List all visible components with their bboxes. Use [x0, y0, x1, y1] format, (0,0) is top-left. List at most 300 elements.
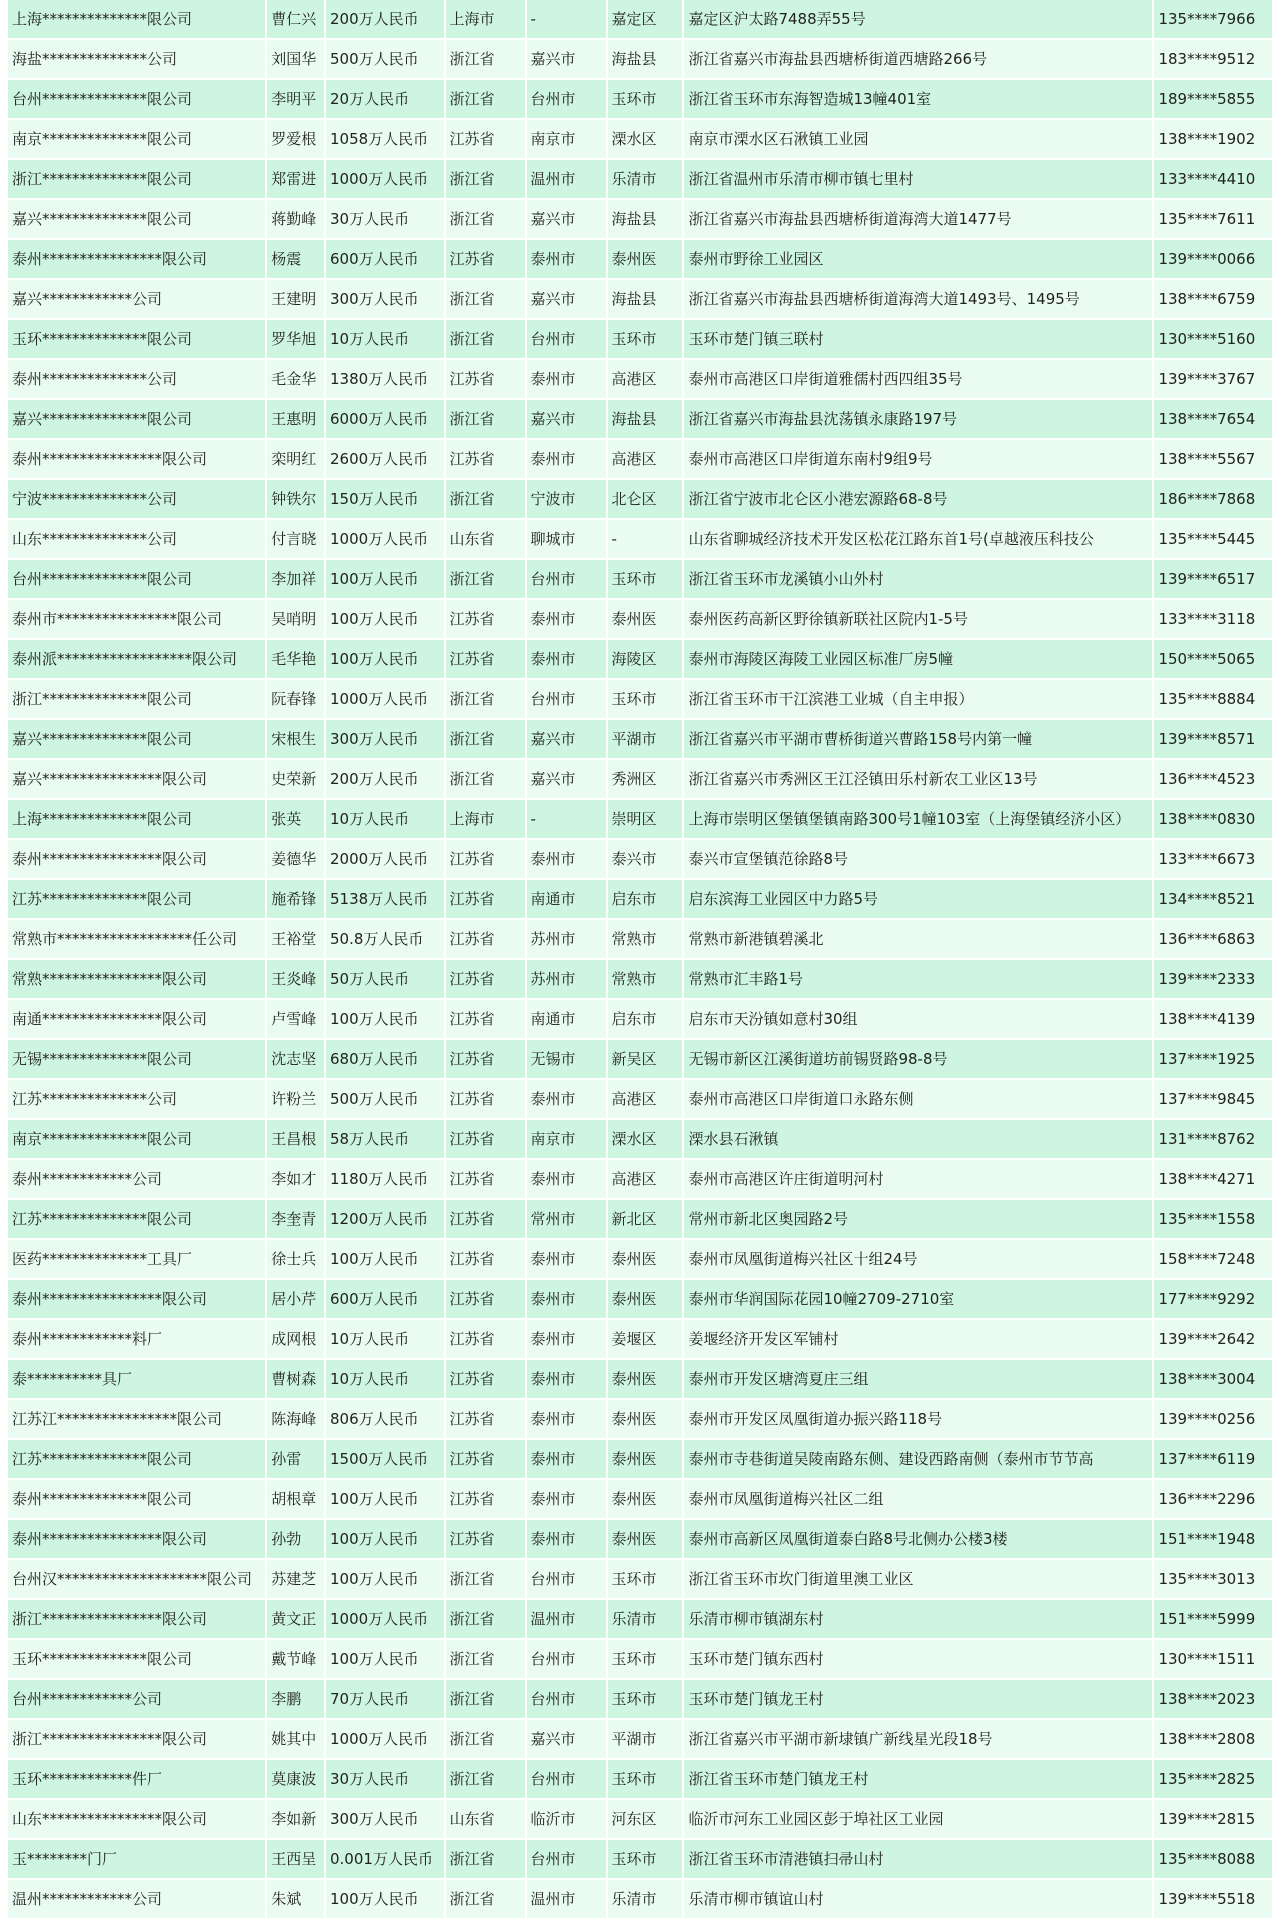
phone-cell: 151****5999 — [1154, 1600, 1272, 1640]
registered-capital-cell: 1180万人民币 — [326, 1160, 444, 1200]
city-cell: 泰州市 — [527, 1320, 606, 1360]
phone-cell: 158****7248 — [1154, 1240, 1272, 1280]
legal-representative-cell: 胡根章 — [267, 1480, 324, 1520]
table-row — [8, 600, 1272, 640]
address-cell: 泰州市高港区口岸街道东南村9组9号 — [684, 440, 1152, 480]
district-cell: 常熟市 — [608, 960, 683, 1000]
phone-cell: 135****7966 — [1154, 0, 1272, 40]
company-name-cell: 常熟****************限公司 — [8, 960, 265, 1000]
table-row — [8, 280, 1272, 320]
company-name-cell: 泰州****************限公司 — [8, 240, 265, 280]
company-name-cell: 泰州****************限公司 — [8, 840, 265, 880]
district-cell: 高港区 — [608, 360, 683, 400]
address-cell: 临沂市河东工业园区彭于埠社区工业园 — [684, 1800, 1152, 1840]
registered-capital-cell: 30万人民币 — [326, 1760, 444, 1800]
phone-cell: 139****2333 — [1154, 960, 1272, 1000]
province-cell: 浙江省 — [446, 320, 525, 360]
legal-representative-cell: 郑雷进 — [267, 160, 324, 200]
registered-capital-cell: 100万人民币 — [326, 1880, 444, 1920]
legal-representative-cell: 李如新 — [267, 1800, 324, 1840]
table-row — [8, 800, 1272, 840]
city-cell: 台州市 — [527, 1760, 606, 1800]
district-cell: 高港区 — [608, 1160, 683, 1200]
table-row — [8, 1400, 1272, 1440]
city-cell: 泰州市 — [527, 840, 606, 880]
address-cell: 泰州市高新区凤凰街道泰白路8号北侧办公楼3楼 — [684, 1520, 1152, 1560]
table-row — [8, 1640, 1272, 1680]
city-cell: 泰州市 — [527, 1240, 606, 1280]
registered-capital-cell: 10万人民币 — [326, 1360, 444, 1400]
table-row — [8, 480, 1272, 520]
address-cell: 浙江省嘉兴市平湖市新埭镇广新线星光段18号 — [684, 1720, 1152, 1760]
address-cell: 泰州市高港区口岸街道雅儒村西四组35号 — [684, 360, 1152, 400]
district-cell: 秀洲区 — [608, 760, 683, 800]
company-name-cell: 泰**********具厂 — [8, 1360, 265, 1400]
address-cell: 启东市天汾镇如意村30组 — [684, 1000, 1152, 1040]
registered-capital-cell: 600万人民币 — [326, 240, 444, 280]
province-cell: 江苏省 — [446, 440, 525, 480]
phone-cell: 138****5567 — [1154, 440, 1272, 480]
company-name-cell: 台州**************限公司 — [8, 560, 265, 600]
district-cell: 玉环市 — [608, 80, 683, 120]
city-cell: 南京市 — [527, 1120, 606, 1160]
city-cell: 嘉兴市 — [527, 400, 606, 440]
city-cell: 台州市 — [527, 320, 606, 360]
registered-capital-cell: 50万人民币 — [326, 960, 444, 1000]
district-cell: 启东市 — [608, 880, 683, 920]
legal-representative-cell: 曹仁兴 — [267, 0, 324, 40]
registered-capital-cell: 1380万人民币 — [326, 360, 444, 400]
phone-cell: 136****4523 — [1154, 760, 1272, 800]
table-row — [8, 200, 1272, 240]
phone-cell: 133****3118 — [1154, 600, 1272, 640]
registered-capital-cell: 10万人民币 — [326, 800, 444, 840]
province-cell: 江苏省 — [446, 840, 525, 880]
address-cell: 姜堰经济开发区军铺村 — [684, 1320, 1152, 1360]
legal-representative-cell: 曹树森 — [267, 1360, 324, 1400]
address-cell: 浙江省玉环市楚门镇龙王村 — [684, 1760, 1152, 1800]
table-row — [8, 760, 1272, 800]
city-cell: 嘉兴市 — [527, 40, 606, 80]
company-name-cell: 嘉兴************公司 — [8, 280, 265, 320]
city-cell: 嘉兴市 — [527, 760, 606, 800]
district-cell: 北仑区 — [608, 480, 683, 520]
district-cell: 玉环市 — [608, 320, 683, 360]
city-cell: 台州市 — [527, 1680, 606, 1720]
district-cell: 海陵区 — [608, 640, 683, 680]
address-cell: 南京市溧水区石湫镇工业园 — [684, 120, 1152, 160]
legal-representative-cell: 居小芹 — [267, 1280, 324, 1320]
city-cell: 泰州市 — [527, 1080, 606, 1120]
phone-cell: 130****5160 — [1154, 320, 1272, 360]
table-row — [8, 960, 1272, 1000]
table-row — [8, 1360, 1272, 1400]
city-cell: 温州市 — [527, 1600, 606, 1640]
province-cell: 江苏省 — [446, 240, 525, 280]
company-name-cell: 浙江**************限公司 — [8, 160, 265, 200]
city-cell: 苏州市 — [527, 920, 606, 960]
address-cell: 泰州市华润国际花园10幢2709-2710室 — [684, 1280, 1152, 1320]
table-row — [8, 920, 1272, 960]
address-cell: 浙江省玉环市清港镇扫帚山村 — [684, 1840, 1152, 1880]
legal-representative-cell: 姜德华 — [267, 840, 324, 880]
company-name-cell: 浙江****************限公司 — [8, 1600, 265, 1640]
company-name-cell: 玉环**************限公司 — [8, 1640, 265, 1680]
company-name-cell: 江苏**************限公司 — [8, 880, 265, 920]
province-cell: 江苏省 — [446, 1240, 525, 1280]
legal-representative-cell: 钟铁尔 — [267, 480, 324, 520]
district-cell: 海盐县 — [608, 40, 683, 80]
phone-cell: 183****9512 — [1154, 40, 1272, 80]
district-cell: 高港区 — [608, 1080, 683, 1120]
registered-capital-cell: 30万人民币 — [326, 200, 444, 240]
legal-representative-cell: 史荣新 — [267, 760, 324, 800]
legal-representative-cell: 王建明 — [267, 280, 324, 320]
registered-capital-cell: 500万人民币 — [326, 40, 444, 80]
phone-cell: 177****9292 — [1154, 1280, 1272, 1320]
address-cell: 常州市新北区奥园路2号 — [684, 1200, 1152, 1240]
province-cell: 浙江省 — [446, 1640, 525, 1680]
table-row — [8, 1800, 1272, 1840]
city-cell: 泰州市 — [527, 1520, 606, 1560]
table-row — [8, 1520, 1272, 1560]
company-name-cell: 南京**************限公司 — [8, 1120, 265, 1160]
registered-capital-cell: 10万人民币 — [326, 1320, 444, 1360]
address-cell: 泰州市海陵区海陵工业园区标准厂房5幢 — [684, 640, 1152, 680]
registered-capital-cell: 2000万人民币 — [326, 840, 444, 880]
company-table — [6, 0, 1274, 1920]
province-cell: 江苏省 — [446, 640, 525, 680]
company-name-cell: 海盐**************公司 — [8, 40, 265, 80]
registered-capital-cell: 100万人民币 — [326, 1640, 444, 1680]
city-cell: 台州市 — [527, 560, 606, 600]
district-cell: 海盐县 — [608, 280, 683, 320]
table-row — [8, 0, 1272, 40]
company-name-cell: 泰州市****************限公司 — [8, 600, 265, 640]
district-cell: 常熟市 — [608, 920, 683, 960]
district-cell: 玉环市 — [608, 1680, 683, 1720]
city-cell: 泰州市 — [527, 1280, 606, 1320]
district-cell: 泰州医 — [608, 1240, 683, 1280]
district-cell: 河东区 — [608, 1800, 683, 1840]
company-name-cell: 上海**************限公司 — [8, 800, 265, 840]
legal-representative-cell: 毛金华 — [267, 360, 324, 400]
table-row — [8, 160, 1272, 200]
phone-cell: 139****3767 — [1154, 360, 1272, 400]
legal-representative-cell: 莫康波 — [267, 1760, 324, 1800]
province-cell: 浙江省 — [446, 760, 525, 800]
company-name-cell: 常熟市******************任公司 — [8, 920, 265, 960]
phone-cell: 135****5445 — [1154, 520, 1272, 560]
province-cell: 江苏省 — [446, 1400, 525, 1440]
phone-cell: 135****8088 — [1154, 1840, 1272, 1880]
district-cell: 泰州医 — [608, 1480, 683, 1520]
registered-capital-cell: 300万人民币 — [326, 720, 444, 760]
legal-representative-cell: 沈志坚 — [267, 1040, 324, 1080]
address-cell: 浙江省嘉兴市海盐县沈荡镇永康路197号 — [684, 400, 1152, 440]
address-cell: 玉环市楚门镇东西村 — [684, 1640, 1152, 1680]
legal-representative-cell: 李明平 — [267, 80, 324, 120]
city-cell: 嘉兴市 — [527, 280, 606, 320]
province-cell: 江苏省 — [446, 920, 525, 960]
registered-capital-cell: 100万人民币 — [326, 1560, 444, 1600]
legal-representative-cell: 罗华旭 — [267, 320, 324, 360]
registered-capital-cell: 600万人民币 — [326, 1280, 444, 1320]
district-cell: 乐清市 — [608, 160, 683, 200]
table-row — [8, 1320, 1272, 1360]
province-cell: 浙江省 — [446, 1560, 525, 1600]
district-cell: 海盐县 — [608, 400, 683, 440]
phone-cell: 186****7868 — [1154, 480, 1272, 520]
district-cell: 泰州医 — [608, 240, 683, 280]
legal-representative-cell: 蒋勤峰 — [267, 200, 324, 240]
legal-representative-cell: 成网根 — [267, 1320, 324, 1360]
address-cell: 浙江省嘉兴市海盐县西塘桥街道海湾大道1493号、1495号 — [684, 280, 1152, 320]
registered-capital-cell: 58万人民币 — [326, 1120, 444, 1160]
company-name-cell: 山东**************公司 — [8, 520, 265, 560]
province-cell: 江苏省 — [446, 880, 525, 920]
company-name-cell: 浙江**************限公司 — [8, 680, 265, 720]
address-cell: 乐清市柳市镇湖东村 — [684, 1600, 1152, 1640]
phone-cell: 136****2296 — [1154, 1480, 1272, 1520]
registered-capital-cell: 5138万人民币 — [326, 880, 444, 920]
province-cell: 浙江省 — [446, 560, 525, 600]
legal-representative-cell: 李鹏 — [267, 1680, 324, 1720]
legal-representative-cell: 徐士兵 — [267, 1240, 324, 1280]
registered-capital-cell: 1000万人民币 — [326, 1720, 444, 1760]
table-row — [8, 1280, 1272, 1320]
legal-representative-cell: 吴哨明 — [267, 600, 324, 640]
registered-capital-cell: 100万人民币 — [326, 1240, 444, 1280]
registered-capital-cell: 2600万人民币 — [326, 440, 444, 480]
phone-cell: 138****7654 — [1154, 400, 1272, 440]
phone-cell: 130****1511 — [1154, 1640, 1272, 1680]
province-cell: 江苏省 — [446, 360, 525, 400]
registered-capital-cell: 100万人民币 — [326, 1520, 444, 1560]
phone-cell: 150****5065 — [1154, 640, 1272, 680]
province-cell: 浙江省 — [446, 400, 525, 440]
address-cell: 泰州市高港区口岸街道口永路东侧 — [684, 1080, 1152, 1120]
legal-representative-cell: 王惠明 — [267, 400, 324, 440]
legal-representative-cell: 孙雷 — [267, 1440, 324, 1480]
province-cell: 江苏省 — [446, 1360, 525, 1400]
company-name-cell: 浙江****************限公司 — [8, 1720, 265, 1760]
company-name-cell: 无锡**************限公司 — [8, 1040, 265, 1080]
table-body — [8, 0, 1272, 1920]
company-name-cell: 嘉兴**************限公司 — [8, 400, 265, 440]
address-cell: 浙江省玉环市东海智造城13幢401室 — [684, 80, 1152, 120]
address-cell: 常熟市汇丰路1号 — [684, 960, 1152, 1000]
table-row — [8, 40, 1272, 80]
district-cell: 新北区 — [608, 1200, 683, 1240]
province-cell: 江苏省 — [446, 1040, 525, 1080]
table-row — [8, 1760, 1272, 1800]
city-cell: 泰州市 — [527, 1400, 606, 1440]
registered-capital-cell: 1058万人民币 — [326, 120, 444, 160]
company-name-cell: 玉********门厂 — [8, 1840, 265, 1880]
phone-cell: 138****0830 — [1154, 800, 1272, 840]
registered-capital-cell: 100万人民币 — [326, 1480, 444, 1520]
table-row — [8, 1680, 1272, 1720]
company-name-cell: 泰州派******************限公司 — [8, 640, 265, 680]
province-cell: 江苏省 — [446, 1120, 525, 1160]
registered-capital-cell: 200万人民币 — [326, 760, 444, 800]
province-cell: 江苏省 — [446, 1520, 525, 1560]
registered-capital-cell: 1500万人民币 — [326, 1440, 444, 1480]
district-cell: 泰州医 — [608, 1360, 683, 1400]
company-name-cell: 嘉兴****************限公司 — [8, 760, 265, 800]
table-row — [8, 400, 1272, 440]
city-cell: 南通市 — [527, 880, 606, 920]
phone-cell: 138****4271 — [1154, 1160, 1272, 1200]
city-cell: 台州市 — [527, 80, 606, 120]
address-cell: 山东省聊城经济技术开发区松花江路东首1号(卓越液压科技公 — [684, 520, 1152, 560]
legal-representative-cell: 阮春锋 — [267, 680, 324, 720]
legal-representative-cell: 施希锋 — [267, 880, 324, 920]
legal-representative-cell: 王裕堂 — [267, 920, 324, 960]
company-name-cell: 泰州****************限公司 — [8, 1520, 265, 1560]
address-cell: 玉环市楚门镇龙王村 — [684, 1680, 1152, 1720]
table-row — [8, 640, 1272, 680]
city-cell: 泰州市 — [527, 240, 606, 280]
registered-capital-cell: 1200万人民币 — [326, 1200, 444, 1240]
district-cell: 乐清市 — [608, 1600, 683, 1640]
registered-capital-cell: 20万人民币 — [326, 80, 444, 120]
legal-representative-cell: 姚其中 — [267, 1720, 324, 1760]
city-cell: 泰州市 — [527, 440, 606, 480]
district-cell: 溧水区 — [608, 120, 683, 160]
phone-cell: 138****2023 — [1154, 1680, 1272, 1720]
city-cell: 温州市 — [527, 1880, 606, 1920]
district-cell: 平湖市 — [608, 1720, 683, 1760]
address-cell: 嘉定区沪太路7488弄55号 — [684, 0, 1152, 40]
city-cell: - — [527, 800, 606, 840]
phone-cell: 151****1948 — [1154, 1520, 1272, 1560]
province-cell: 浙江省 — [446, 1600, 525, 1640]
province-cell: 山东省 — [446, 520, 525, 560]
table-row — [8, 1200, 1272, 1240]
district-cell: 高港区 — [608, 440, 683, 480]
address-cell: 常熟市新港镇碧溪北 — [684, 920, 1152, 960]
company-name-cell: 温州************公司 — [8, 1880, 265, 1920]
company-name-cell: 泰州************料厂 — [8, 1320, 265, 1360]
registered-capital-cell: 1000万人民币 — [326, 520, 444, 560]
table-row — [8, 1440, 1272, 1480]
legal-representative-cell: 李加祥 — [267, 560, 324, 600]
province-cell: 浙江省 — [446, 480, 525, 520]
city-cell: 泰州市 — [527, 1360, 606, 1400]
company-name-cell: 台州汉********************限公司 — [8, 1560, 265, 1600]
phone-cell: 131****8762 — [1154, 1120, 1272, 1160]
legal-representative-cell: 杨震 — [267, 240, 324, 280]
address-cell: 泰州市凤凰街道梅兴社区二组 — [684, 1480, 1152, 1520]
province-cell: 浙江省 — [446, 40, 525, 80]
phone-cell: 137****6119 — [1154, 1440, 1272, 1480]
registered-capital-cell: 6000万人民币 — [326, 400, 444, 440]
table-row — [8, 840, 1272, 880]
province-cell: 江苏省 — [446, 1320, 525, 1360]
company-name-cell: 玉环************件厂 — [8, 1760, 265, 1800]
table-row — [8, 1560, 1272, 1600]
province-cell: 浙江省 — [446, 1840, 525, 1880]
table-row — [8, 520, 1272, 560]
table-row — [8, 1000, 1272, 1040]
company-name-cell: 山东****************限公司 — [8, 1800, 265, 1840]
phone-cell: 135****1558 — [1154, 1200, 1272, 1240]
legal-representative-cell: 栾明红 — [267, 440, 324, 480]
table-row — [8, 1160, 1272, 1200]
table-row — [8, 1120, 1272, 1160]
legal-representative-cell: 朱斌 — [267, 1880, 324, 1920]
registered-capital-cell: 300万人民币 — [326, 280, 444, 320]
table-row — [8, 880, 1272, 920]
district-cell: 新吴区 — [608, 1040, 683, 1080]
registered-capital-cell: 50.8万人民币 — [326, 920, 444, 960]
district-cell: 启东市 — [608, 1000, 683, 1040]
province-cell: 浙江省 — [446, 200, 525, 240]
registered-capital-cell: 1000万人民币 — [326, 160, 444, 200]
phone-cell: 138****2808 — [1154, 1720, 1272, 1760]
city-cell: 泰州市 — [527, 360, 606, 400]
city-cell: 台州市 — [527, 1560, 606, 1600]
address-cell: 浙江省玉环市坎门街道里澳工业区 — [684, 1560, 1152, 1600]
company-name-cell: 江苏**************公司 — [8, 1080, 265, 1120]
company-name-cell: 南京**************限公司 — [8, 120, 265, 160]
city-cell: 常州市 — [527, 1200, 606, 1240]
address-cell: 无锡市新区江溪街道坊前锡贤路98-8号 — [684, 1040, 1152, 1080]
phone-cell: 137****9845 — [1154, 1080, 1272, 1120]
phone-cell: 135****3013 — [1154, 1560, 1272, 1600]
province-cell: 浙江省 — [446, 1760, 525, 1800]
city-cell: 苏州市 — [527, 960, 606, 1000]
legal-representative-cell: 宋根生 — [267, 720, 324, 760]
table-row — [8, 1480, 1272, 1520]
legal-representative-cell: 陈海峰 — [267, 1400, 324, 1440]
registered-capital-cell: 100万人民币 — [326, 560, 444, 600]
address-cell: 浙江省温州市乐清市柳市镇七里村 — [684, 160, 1152, 200]
district-cell: 乐清市 — [608, 1880, 683, 1920]
company-name-cell: 泰州****************限公司 — [8, 1280, 265, 1320]
district-cell: 玉环市 — [608, 1560, 683, 1600]
city-cell: 嘉兴市 — [527, 1720, 606, 1760]
district-cell: 崇明区 — [608, 800, 683, 840]
province-cell: 浙江省 — [446, 720, 525, 760]
district-cell: 玉环市 — [608, 1640, 683, 1680]
phone-cell: 138****3004 — [1154, 1360, 1272, 1400]
legal-representative-cell: 苏建芝 — [267, 1560, 324, 1600]
city-cell: 台州市 — [527, 1840, 606, 1880]
province-cell: 江苏省 — [446, 1440, 525, 1480]
phone-cell: 139****2815 — [1154, 1800, 1272, 1840]
phone-cell: 138****6759 — [1154, 280, 1272, 320]
district-cell: 平湖市 — [608, 720, 683, 760]
registered-capital-cell: 200万人民币 — [326, 0, 444, 40]
province-cell: 浙江省 — [446, 1720, 525, 1760]
table-row — [8, 440, 1272, 480]
district-cell: 泰州医 — [608, 1400, 683, 1440]
address-cell: 乐清市柳市镇谊山村 — [684, 1880, 1152, 1920]
table-row — [8, 1720, 1272, 1760]
address-cell: 浙江省嘉兴市秀洲区王江泾镇田乐村新农工业区13号 — [684, 760, 1152, 800]
phone-cell: 139****0066 — [1154, 240, 1272, 280]
company-name-cell: 泰州************公司 — [8, 1160, 265, 1200]
phone-cell: 137****1925 — [1154, 1040, 1272, 1080]
legal-representative-cell: 王昌根 — [267, 1120, 324, 1160]
legal-representative-cell: 卢雪峰 — [267, 1000, 324, 1040]
address-cell: 泰兴市宣堡镇范徐路8号 — [684, 840, 1152, 880]
legal-representative-cell: 许粉兰 — [267, 1080, 324, 1120]
table-row — [8, 1840, 1272, 1880]
